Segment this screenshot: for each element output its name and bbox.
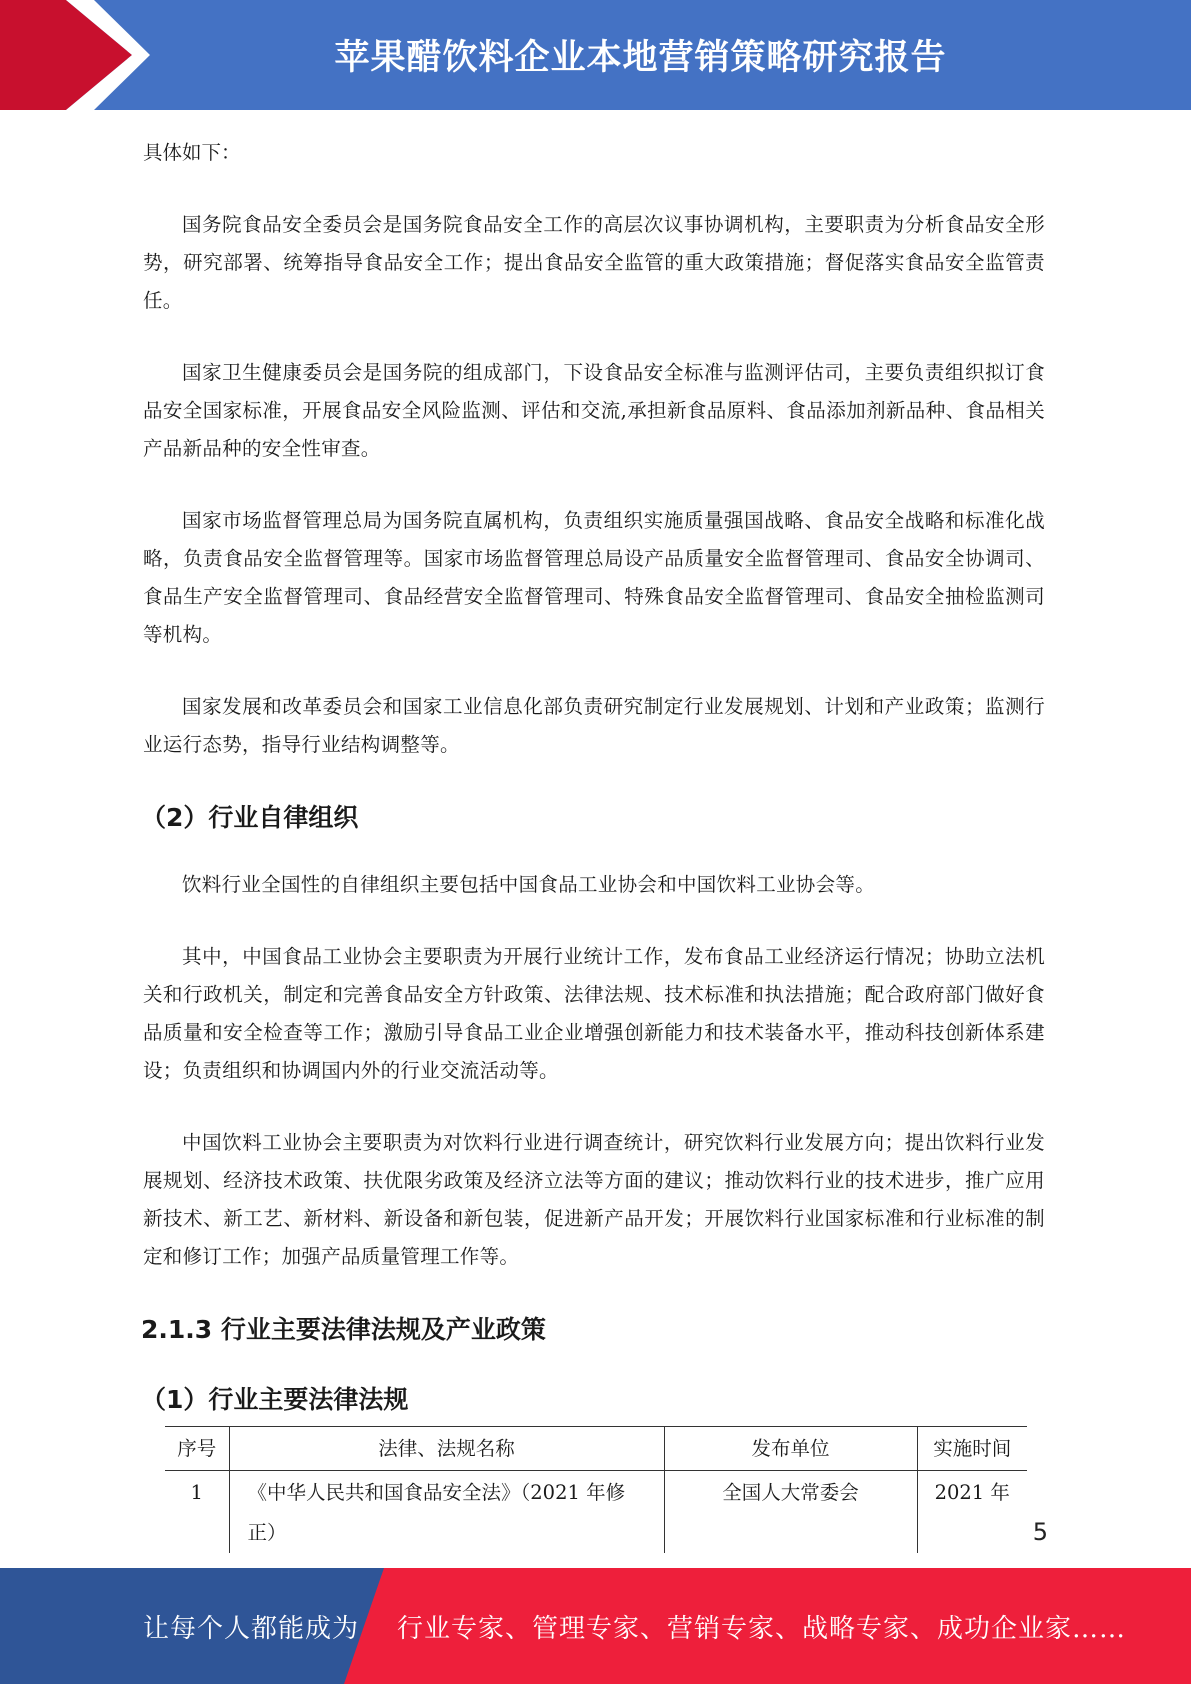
- paragraph-food-safety-commission: 国务院食品安全委员会是国务院食品安全工作的高层次议事协调机构，主要职责为分析食品安全形势，研究部署、统筹指导食品安全工作；提出食品安全监管的重大政策措施；督促落实食品安全监管责任。: [143, 213, 1045, 312]
- laws-table: [165, 1426, 1027, 1553]
- page-body: [143, 134, 1045, 1448]
- table-cell-no: 1: [165, 1471, 229, 1554]
- paragraph-development-commission: 国家发展和改革委员会和国家工业信息化部负责研究制定行业发展规划、计划和产业政策；监测行业运行态势，指导行业结构调整等。: [143, 695, 1045, 756]
- table-header-row: [165, 1427, 1027, 1471]
- header-banner: [0, 0, 1191, 110]
- paragraph-food-industry-association: 其中，中国食品工业协会主要职责为开展行业统计工作，发布食品工业经济运行情况；协助立法机关和行政机关，制定和完善食品安全方针政策、法律法规、技术标准和执法措施；配合政府部门做好食品质量和安全检查等工作；激励引导食品工业企业增强创新能力和技术装备水平，推动科技创新体系建设；负责组织和协调国内外的行业交流活动等。: [143, 945, 1045, 1082]
- heading-main-laws: （1）行业主要法律法规: [141, 1385, 409, 1414]
- lead-text: 具体如下：: [143, 141, 241, 164]
- paragraph-self-regulation-intro: 饮料行业全国性的自律组织主要包括中国食品工业协会和中国饮料工业协会等。: [182, 873, 876, 896]
- paragraph-health-commission: 国家卫生健康委员会是国务院的组成部门，下设食品安全标准与监测评估司，主要负责组织拟订食品安全国家标准，开展食品安全风险监测、评估和交流,承担新食品原料、食品添加剂新品种、食品相关产品新品种的安全性审查。: [143, 361, 1045, 460]
- table-header-name: 法律、法规名称: [229, 1427, 664, 1471]
- laws-table-container: [165, 1426, 1027, 1544]
- table-cell-date: 2021 年: [934, 1481, 1010, 1504]
- footer-slogan-right: 行业专家、管理专家、营销专家、战略专家、成功企业家……: [397, 1613, 1127, 1644]
- paragraph-market-regulation: 国家市场监督管理总局为国务院直属机构，负责组织实施质量强国战略、食品安全战略和标准化战略，负责食品安全监督管理等。国家市场监督管理总局设产品质量安全监督管理司、食品安全协调司、食品生产安全监督管理司、食品经营安全监督管理司、特殊食品安全监督管理司、食品安全抽检监测司等机构。: [143, 509, 1045, 646]
- heading-self-regulation: （2）行业自律组织: [141, 803, 359, 832]
- table-cell-name: 《中华人民共和国食品安全法》（2021 年修正）: [229, 1471, 664, 1554]
- footer-banner: [0, 1568, 1191, 1684]
- table-row: [165, 1471, 1027, 1554]
- paragraph-beverage-association: 中国饮料工业协会主要职责为对饮料行业进行调查统计，研究饮料行业发展方向；提出饮料行业发展规划、经济技术政策、扶优限劣政策及经济立法等方面的建议；推动饮料行业的技术进步，推广应用新技术、新工艺、新材料、新设备和新包装，促进新产品开发；开展饮料行业国家标准和行业标准的制定和修订工作；加强产品质量管理工作等。: [143, 1131, 1045, 1268]
- table-header-no: 序号: [165, 1427, 229, 1471]
- page-number: 5: [1032, 1518, 1048, 1546]
- footer-slogan-left: 让每个人都能成为: [143, 1613, 360, 1644]
- table-header-unit: 发布单位: [664, 1427, 917, 1471]
- heading-section-2-1-3: 2.1.3 行业主要法律法规及产业政策: [141, 1315, 546, 1344]
- table-cell-unit: 全国人大常委会: [664, 1471, 917, 1554]
- table-header-date: 实施时间: [933, 1437, 1012, 1460]
- report-title: 苹果醋饮料企业本地营销策略研究报告: [334, 38, 947, 78]
- header-red-block: [0, 0, 132, 110]
- header-chevron-decoration: [0, 0, 230, 110]
